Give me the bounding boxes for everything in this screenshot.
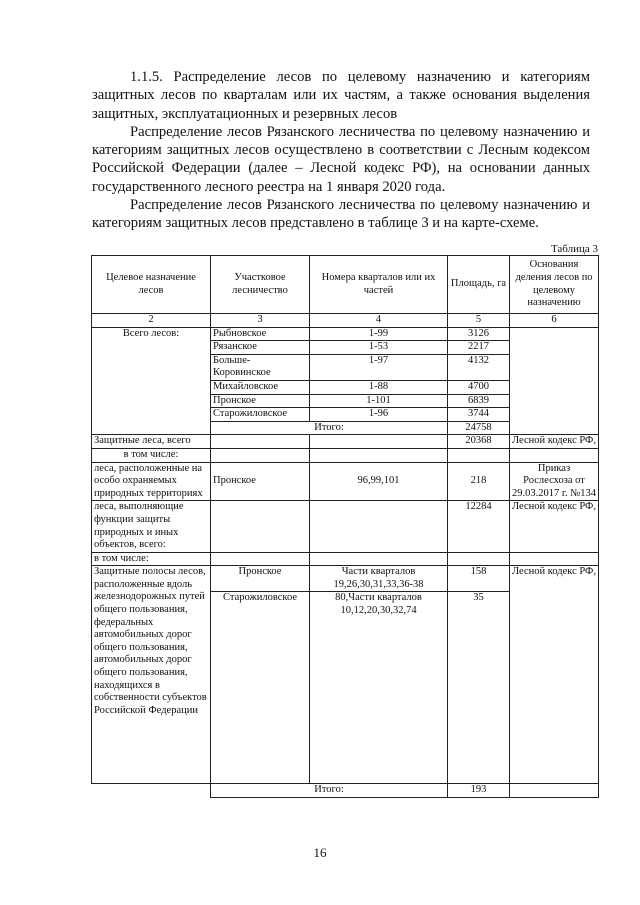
strips-district: Старожиловское [211,592,310,784]
quarters-cell: 1-88 [310,380,448,394]
protective-basis: Лесной кодекс РФ, [510,435,599,449]
col-number: 4 [310,314,448,328]
table-row [92,327,599,341]
header-purpose: Целевое назначение лесов [92,256,211,314]
strips-quarters: 80,Части кварталов 10,12,20,30,32,74 [310,592,448,784]
section-text [92,68,590,233]
all-forests-label: Всего лесов: [92,327,211,435]
paragraph-2: Распределение лесов Рязанского лесничества по целевому назначению и категориям защитных лесов представлено в таблице 3 и на карте-схеме. [92,197,590,232]
oopt-basis: Приказ Рослесхоза от 29.03.2017 г. №134 [510,462,599,501]
strips-total-area: 193 [448,784,510,798]
strips-quarters: Части кварталов 19,26,30,31,33,36-38 [310,566,448,592]
functions-row [92,501,599,552]
oopt-district: Пронское [211,462,310,501]
area-cell: 4700 [448,380,510,394]
area-cell: 2217 [448,341,510,355]
district-cell: Михайловское [211,380,310,394]
oopt-row [92,462,599,501]
protective-label: Защитные леса, всего [92,435,211,449]
protective-area: 20368 [448,435,510,449]
quarters-cell: 1-96 [310,408,448,422]
strips-area: 158 [448,566,510,592]
strips-row [92,566,599,592]
district-cell: Старожиловское [211,408,310,422]
functions-basis: Лесной кодекс РФ, [510,501,599,552]
district-cell: Рыбновское [211,327,310,341]
quarters-cell: 1-53 [310,341,448,355]
area-cell: 3126 [448,327,510,341]
area-cell: 3744 [448,408,510,422]
total-label: Итого: [211,421,448,435]
quarters-cell: 1-101 [310,394,448,408]
header-district: Участковое лесничество [211,256,310,314]
strips-label: Защитные полосы лесов, расположенные вдоль железнодорожных путей общего пользования, федеральных автомобильных дорог общего пользования, автомобильных дорог общего пользования, находящихся в собственности субъектов Российской Федерации [92,566,211,784]
column-number-row [92,314,599,328]
including-row [92,552,599,566]
protective-row [92,435,599,449]
quarters-cell: 1-99 [310,327,448,341]
district-cell: Больше-Коровинское [211,354,310,380]
col-number: 5 [448,314,510,328]
district-cell: Пронское [211,394,310,408]
forest-distribution-table [91,255,599,798]
area-cell: 4132 [448,354,510,380]
header-basis: Основания деления лесов по целевому назначению [510,256,599,314]
strips-total-row [92,784,599,798]
including-row [92,448,599,462]
header-area: Площадь, га [448,256,510,314]
basis-cell-empty [510,327,599,435]
including-label: в том числе: [92,448,211,462]
col-number: 3 [211,314,310,328]
functions-area: 12284 [448,501,510,552]
including-label: в том числе: [92,552,211,566]
oopt-label: леса, расположенные на особо охраняемых природных территориях [92,462,211,501]
strips-total-label: Итого: [211,784,448,798]
functions-label: леса, выполняющие функции защиты природных и иных объектов, всего: [92,501,211,552]
strips-area: 35 [448,592,510,784]
district-cell: Рязанское [211,341,310,355]
strips-district: Пронское [211,566,310,592]
total-area: 24758 [448,421,510,435]
oopt-area: 218 [448,462,510,501]
area-cell: 6839 [448,394,510,408]
strips-basis: Лесной кодекс РФ, [510,566,599,784]
oopt-quarters: 96,99,101 [310,462,448,501]
col-number: 6 [510,314,599,328]
col-number: 2 [92,314,211,328]
quarters-cell: 1-97 [310,354,448,380]
paragraph-1: Распределение лесов Рязанского лесничества по целевому назначению и категориям защитных лесов осуществлено в соответствии с Лесным кодексом Российской Федерации (далее – Лесной кодекс РФ), на основании данных государственного лесного реестра на 1 января 2020 года. [92,123,590,195]
section-heading: 1.1.5. Распределение лесов по целевому назначению и категориям защитных лесов по кварталам или их частям, а также основания выделения защитных, эксплуатационных и резервных лесов [92,69,590,122]
header-row [92,256,599,314]
table-caption: Таблица 3 [550,243,598,255]
header-quarters: Номера кварталов или их частей [310,256,448,314]
page-number: 16 [313,845,327,860]
